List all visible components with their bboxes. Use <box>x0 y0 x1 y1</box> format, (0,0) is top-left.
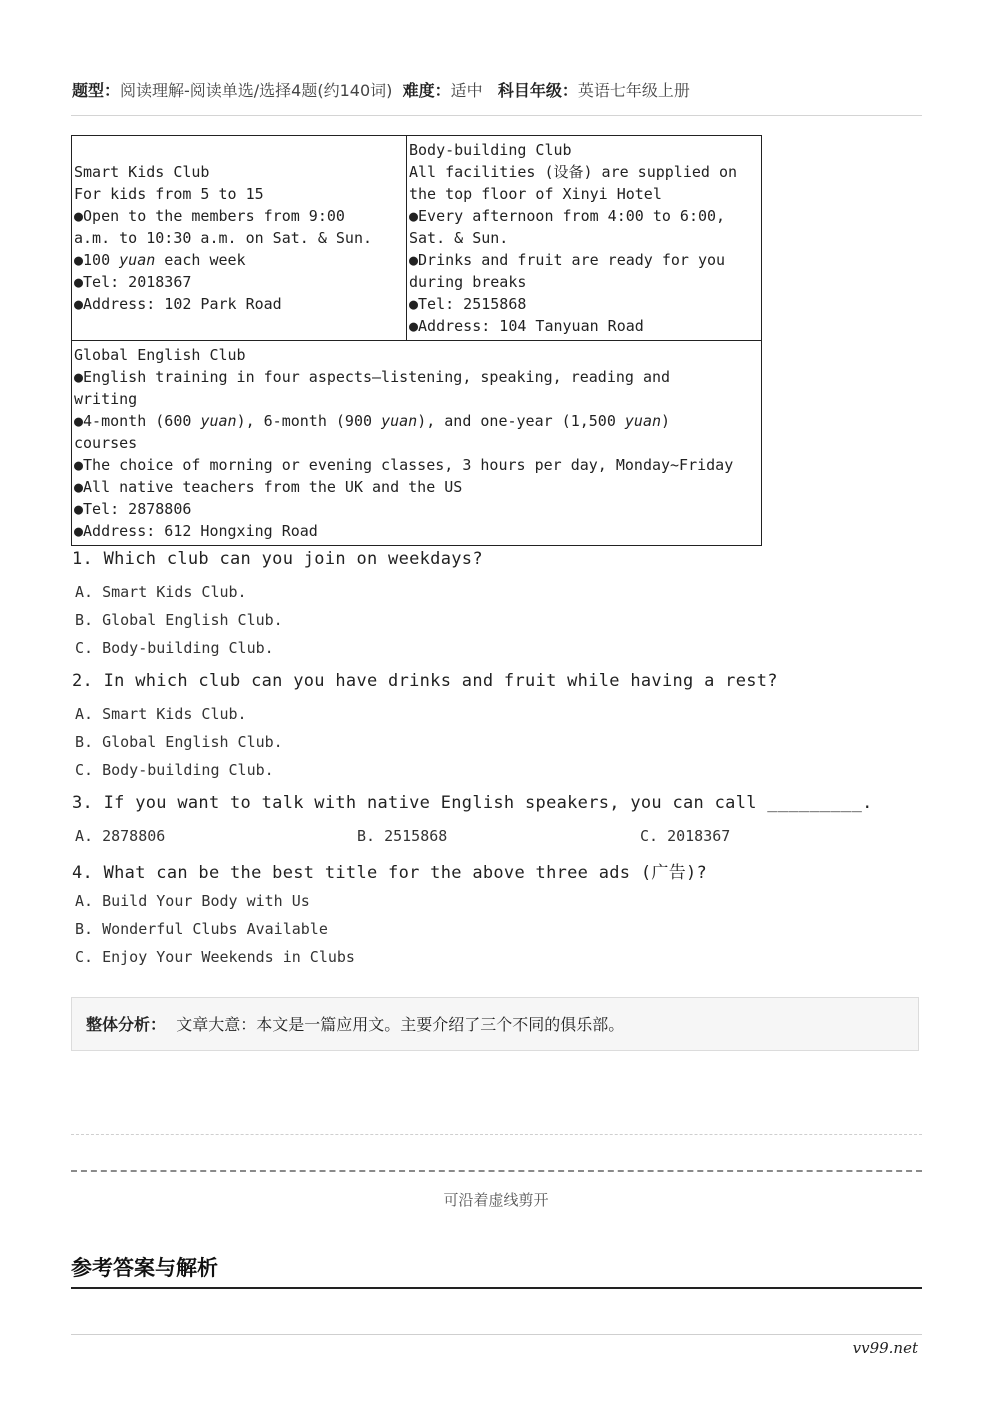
footer-divider <box>71 1334 922 1335</box>
yuan-unit: yuan <box>200 412 237 430</box>
ad-course-line <box>74 410 759 432</box>
question-2: 2. In which club can you have drinks and fruit while having a rest? <box>72 671 778 691</box>
ad-line: ●Tel: 2878806 <box>74 500 192 518</box>
question-1: 1. Which club can you join on weekdays? <box>72 549 483 569</box>
course-text: ), 6-month (900 <box>236 412 382 430</box>
question-3-option-c[interactable]: C. 2018367 <box>640 827 731 845</box>
ad-line: All facilities (设备) are supplied on <box>409 163 738 181</box>
yuan-unit: yuan <box>381 412 418 430</box>
question-1-option-b[interactable]: B. Global English Club. <box>75 611 283 629</box>
type-value: 阅读理解-阅读单选/选择4题(约140词) <box>120 81 393 100</box>
analysis-label: 整体分析： <box>86 1015 167 1034</box>
ad-line: courses <box>74 434 138 452</box>
subject-label: 科目年级： <box>497 81 578 100</box>
course-text: ), and one-year (1,500 <box>417 412 625 430</box>
ad-line: ●All native teachers from the UK and the US <box>74 478 463 496</box>
overall-analysis-box <box>71 997 919 1051</box>
price-prefix: ●100 <box>74 251 120 269</box>
question-4-option-a[interactable]: A. Build Your Body with Us <box>75 892 310 910</box>
difficulty-label: 难度： <box>402 81 451 100</box>
question-1-option-c[interactable]: C. Body-building Club. <box>75 639 274 657</box>
ad-line: ●Open to the members from 9:00 <box>74 207 345 225</box>
subject-value: 英语七年级上册 <box>577 81 690 100</box>
ad-line: a.m. to 10:30 a.m. on Sat. & Sun. <box>74 229 373 247</box>
question-3-option-b[interactable]: B. 2515868 <box>357 827 448 845</box>
answers-title: 参考答案与解析 <box>71 1256 218 1280</box>
price-unit: yuan <box>119 251 156 269</box>
ad-line: ●Tel: 2018367 <box>74 273 192 291</box>
question-2-option-b[interactable]: B. Global English Club. <box>75 733 283 751</box>
ad-line: Sat. & Sun. <box>409 229 509 247</box>
dashed-divider-light <box>71 1134 922 1135</box>
ad-line: during breaks <box>409 273 527 291</box>
difficulty-value: 适中 <box>450 81 483 100</box>
cut-hint: 可沿着虚线剪开 <box>443 1191 549 1209</box>
ad-line: ●Address: 612 Hongxing Road <box>74 522 318 540</box>
ad-line: Smart Kids Club <box>74 163 210 181</box>
course-text: ) <box>661 412 671 430</box>
type-label: 题型： <box>72 81 121 100</box>
question-3-option-a[interactable]: A. 2878806 <box>75 827 166 845</box>
ad-line: ●Every afternoon from 4:00 to 6:00, <box>409 207 726 225</box>
ad-line: ●Drinks and fruit are ready for you <box>409 251 726 269</box>
question-3: 3. If you want to talk with native English speakers, you can call _________. <box>72 793 873 813</box>
ad-line: Body-building Club <box>409 141 572 159</box>
ad-line: For kids from 5 to 15 <box>74 185 264 203</box>
ad-title: Global English Club <box>74 346 246 364</box>
ad-line: ●English training in four aspects—listening, speaking, reading and <box>74 368 671 386</box>
yuan-unit: yuan <box>624 412 662 430</box>
answers-divider <box>71 1287 922 1289</box>
ad-line: ●Tel: 2515868 <box>409 295 527 313</box>
question-4-option-b[interactable]: B. Wonderful Clubs Available <box>75 920 328 938</box>
question-meta-header <box>72 78 922 101</box>
question-4-option-c[interactable]: C. Enjoy Your Weekends in Clubs <box>75 948 355 966</box>
course-text: ●4-month (600 <box>74 412 201 430</box>
ad-price-line <box>74 249 404 271</box>
analysis-text: 文章大意：本文是一篇应用文。主要介绍了三个不同的俱乐部。 <box>176 1015 625 1034</box>
ad-line: ●Address: 102 Park Road <box>74 295 282 313</box>
ad-line: ●The choice of morning or evening classes, 3 hours per day, Monday~Friday <box>74 456 734 474</box>
global-english-club-ad <box>72 341 762 546</box>
question-2-option-c[interactable]: C. Body-building Club. <box>75 761 274 779</box>
price-suffix: each week <box>155 251 246 269</box>
ad-line: the top floor of Xinyi Hotel <box>409 185 662 203</box>
footer-site: vv99.net <box>852 1339 918 1357</box>
header-divider <box>71 115 922 116</box>
question-2-option-a[interactable]: A. Smart Kids Club. <box>75 705 247 723</box>
ad-line: ●Address: 104 Tanyuan Road <box>409 317 644 335</box>
club-ads-table <box>71 135 762 546</box>
cut-line <box>71 1170 922 1172</box>
body-building-club-ad <box>407 136 762 341</box>
smart-kids-club-ad <box>72 136 407 341</box>
question-1-option-a[interactable]: A. Smart Kids Club. <box>75 583 247 601</box>
ad-line: writing <box>74 390 138 408</box>
question-4: 4. What can be the best title for the above three ads (广告)? <box>72 863 708 883</box>
